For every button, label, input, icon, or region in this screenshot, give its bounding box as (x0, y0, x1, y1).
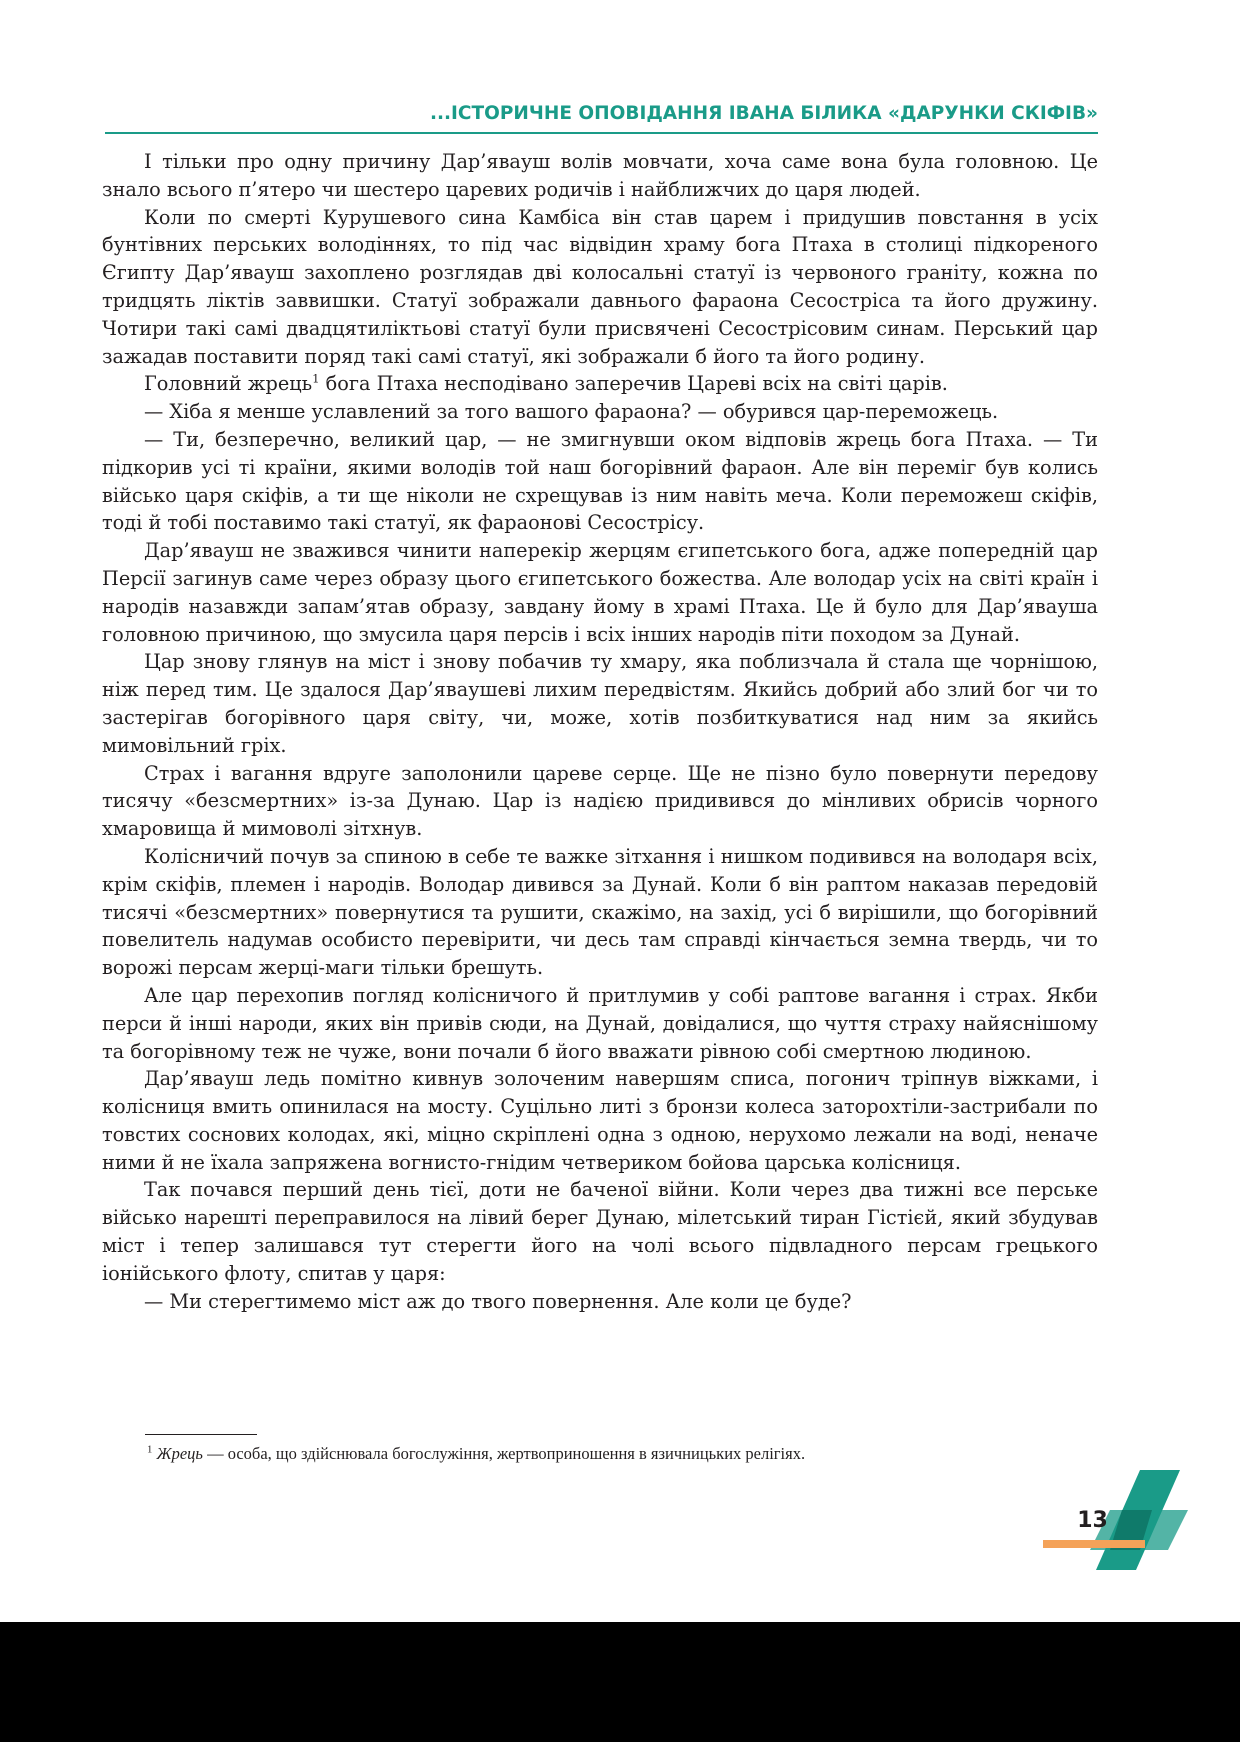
footnote-divider (145, 1434, 257, 1435)
paragraph-12: Так почався перший день тієї, доти не баченої війни. Коли через два тижні все перське військо нарешті переправилося на лівий берег Дунаю, мілетський тиран Гістієй, який збудував міст і тепер залишався тут стерегти його на чолі всього підвладного персам грецького іонійського флоту, спитав у царя: (102, 1178, 1098, 1285)
paragraph-6: Дар’явауш не зважився чинити наперекір жерцям єгипетського бога, адже попередній цар Персії загинув саме через образу цього єгипетського божества. Але володар усіх на світі країн і народів назавжди запам’ятав образу, завдану йому в храмі Птаха. Це й було для Дар’явауша головною причиною, що змусила царя персів і всіх інших народів піти походом за Дунай. (102, 539, 1098, 646)
paragraph-9: Колісничий почув за спиною в себе те важке зітхання і нишком подивився на володаря всіх, крім скіфів, племен і народів. Володар дивився за Дунай. Коли б він раптом наказав передовій тисячі «безсмертних» повернутися та рушити, скажімо, на захід, усі б вирішили, що богорівний повелитель надумав особисто перевірити, чи десь там справді кінчається земна твердь, чи то ворожі персам жерці-маги тільки брешуть. (102, 844, 1098, 980)
main-text (102, 148, 1098, 1315)
paragraph-3 (102, 370, 1098, 398)
paragraph-2: Коли по смерті Курушевого сина Камбіса він став царем і придушив повстання в усіх бунтівних перських володіннях, то під час відвідин храму бога Птаха в столиці підкореного Єгипту Дар’явауш захоплено розглядав дві колосальні статуї із червоного граніту, кожна по тридцять ліктів заввишки. Статуї зображали давнього фараона Сесостріса та його дружину. Чотири такі самі двадцятиліктьові статуї були присвячені Сесострісовим синам. Перський цар зажадав поставити поряд такі самі статуї, які зображали б його та його родину. (102, 205, 1098, 368)
paragraph-4: — Хіба я менше уславлений за того вашого фараона? — обурився цар-переможець. (144, 400, 999, 424)
paragraph-8: Страх і вагання вдруге заполонили цареве серце. Ще не пізно було повернути передову тисячу «безсмертних» із-за Дунаю. Цар із надією придивився до мінливих обрисів чорного хмаровища й мимоволі зітхнув. (102, 761, 1098, 841)
footnote-mark: 1 (147, 1443, 153, 1456)
paragraph-10: Але цар перехопив погляд колісничого й притлумив у собі раптове вагання і страх. Якби перси й інші народи, яких він привів сюди, на Дунай, довідалися, що чуття страху найяснішому та богорівному теж не чуже, вони почали б його вважати рівною собі смертною людиною. (102, 983, 1098, 1063)
paragraph-13: — Ми стерегтимемо міст аж до твого повернення. Але коли це буде? (144, 1289, 852, 1313)
footnote-definition: — особа, що здійснювала богослужіння, жертвоприношення в язичницьких релігіях. (202, 1444, 806, 1463)
page-number: 13 (1077, 1508, 1108, 1533)
paragraph-3-start: Головний жрець (144, 372, 313, 396)
paragraph-7: Цар знову глянув на міст і знову побачив ту хмару, яка поблизчала й стала ще чорнішою, ніж перед тим. Це здалося Дар’явaушеві лихим передвістям. Якийсь добрий або злий бог чи то застерігав богорівного царя світу, чи, може, хотів позбиткуватися над ним за якийсь мимовільний гріх. (102, 650, 1098, 757)
footnote (147, 1442, 1097, 1466)
footnote-reference: 1 (312, 371, 320, 386)
running-header (105, 100, 1098, 134)
paragraph-3-end: бога Птаха несподівано заперечив Цареві всіх на світі царів. (319, 372, 948, 396)
page-number-underline (1043, 1540, 1145, 1548)
running-title: ...ІСТОРИЧНЕ ОПОВІДАННЯ ІВАНА БІЛИКА «ДАРУНКИ СКІФІВ» (429, 103, 1098, 124)
footnote-term: Жрець (156, 1444, 203, 1463)
paragraph-5: — Ти, безперечно, великий цар, — не змигнувши оком відповів жрець бога Птаха. — Ти підкорив усі ті країни, якими володів той наш богорівний фараон. Але він переміг був колись військо царя скіфів, а ти ще ніколи не схрещував із ним навіть меча. Коли переможеш скіфів, тоді й тобі поставимо такі статуї, як фараонові Сесострісу. (102, 427, 1098, 535)
paragraph-11: Дар’явауш ледь помітно кивнув золоченим навершям списа, погонич тріпнув віжками, і колісниця вмить опинилася на мосту. Суцільно литі з бронзи колеса заторохтіли-застрибали по товстих соснових колодах, які, міцно скріплені одна з одною, нерухомо лежали на воді, неначе ними й не їхала запряжена вогнисто-гнідим четвериком бойова царська колісниця. (102, 1067, 1098, 1174)
paragraph-1: І тільки про одну причину Дар’явауш волів мовчати, хоча саме вона була головною. Це знало всього п’ятеро чи шестеро царевих родичів і найближчих до царя людей. (102, 150, 1098, 201)
